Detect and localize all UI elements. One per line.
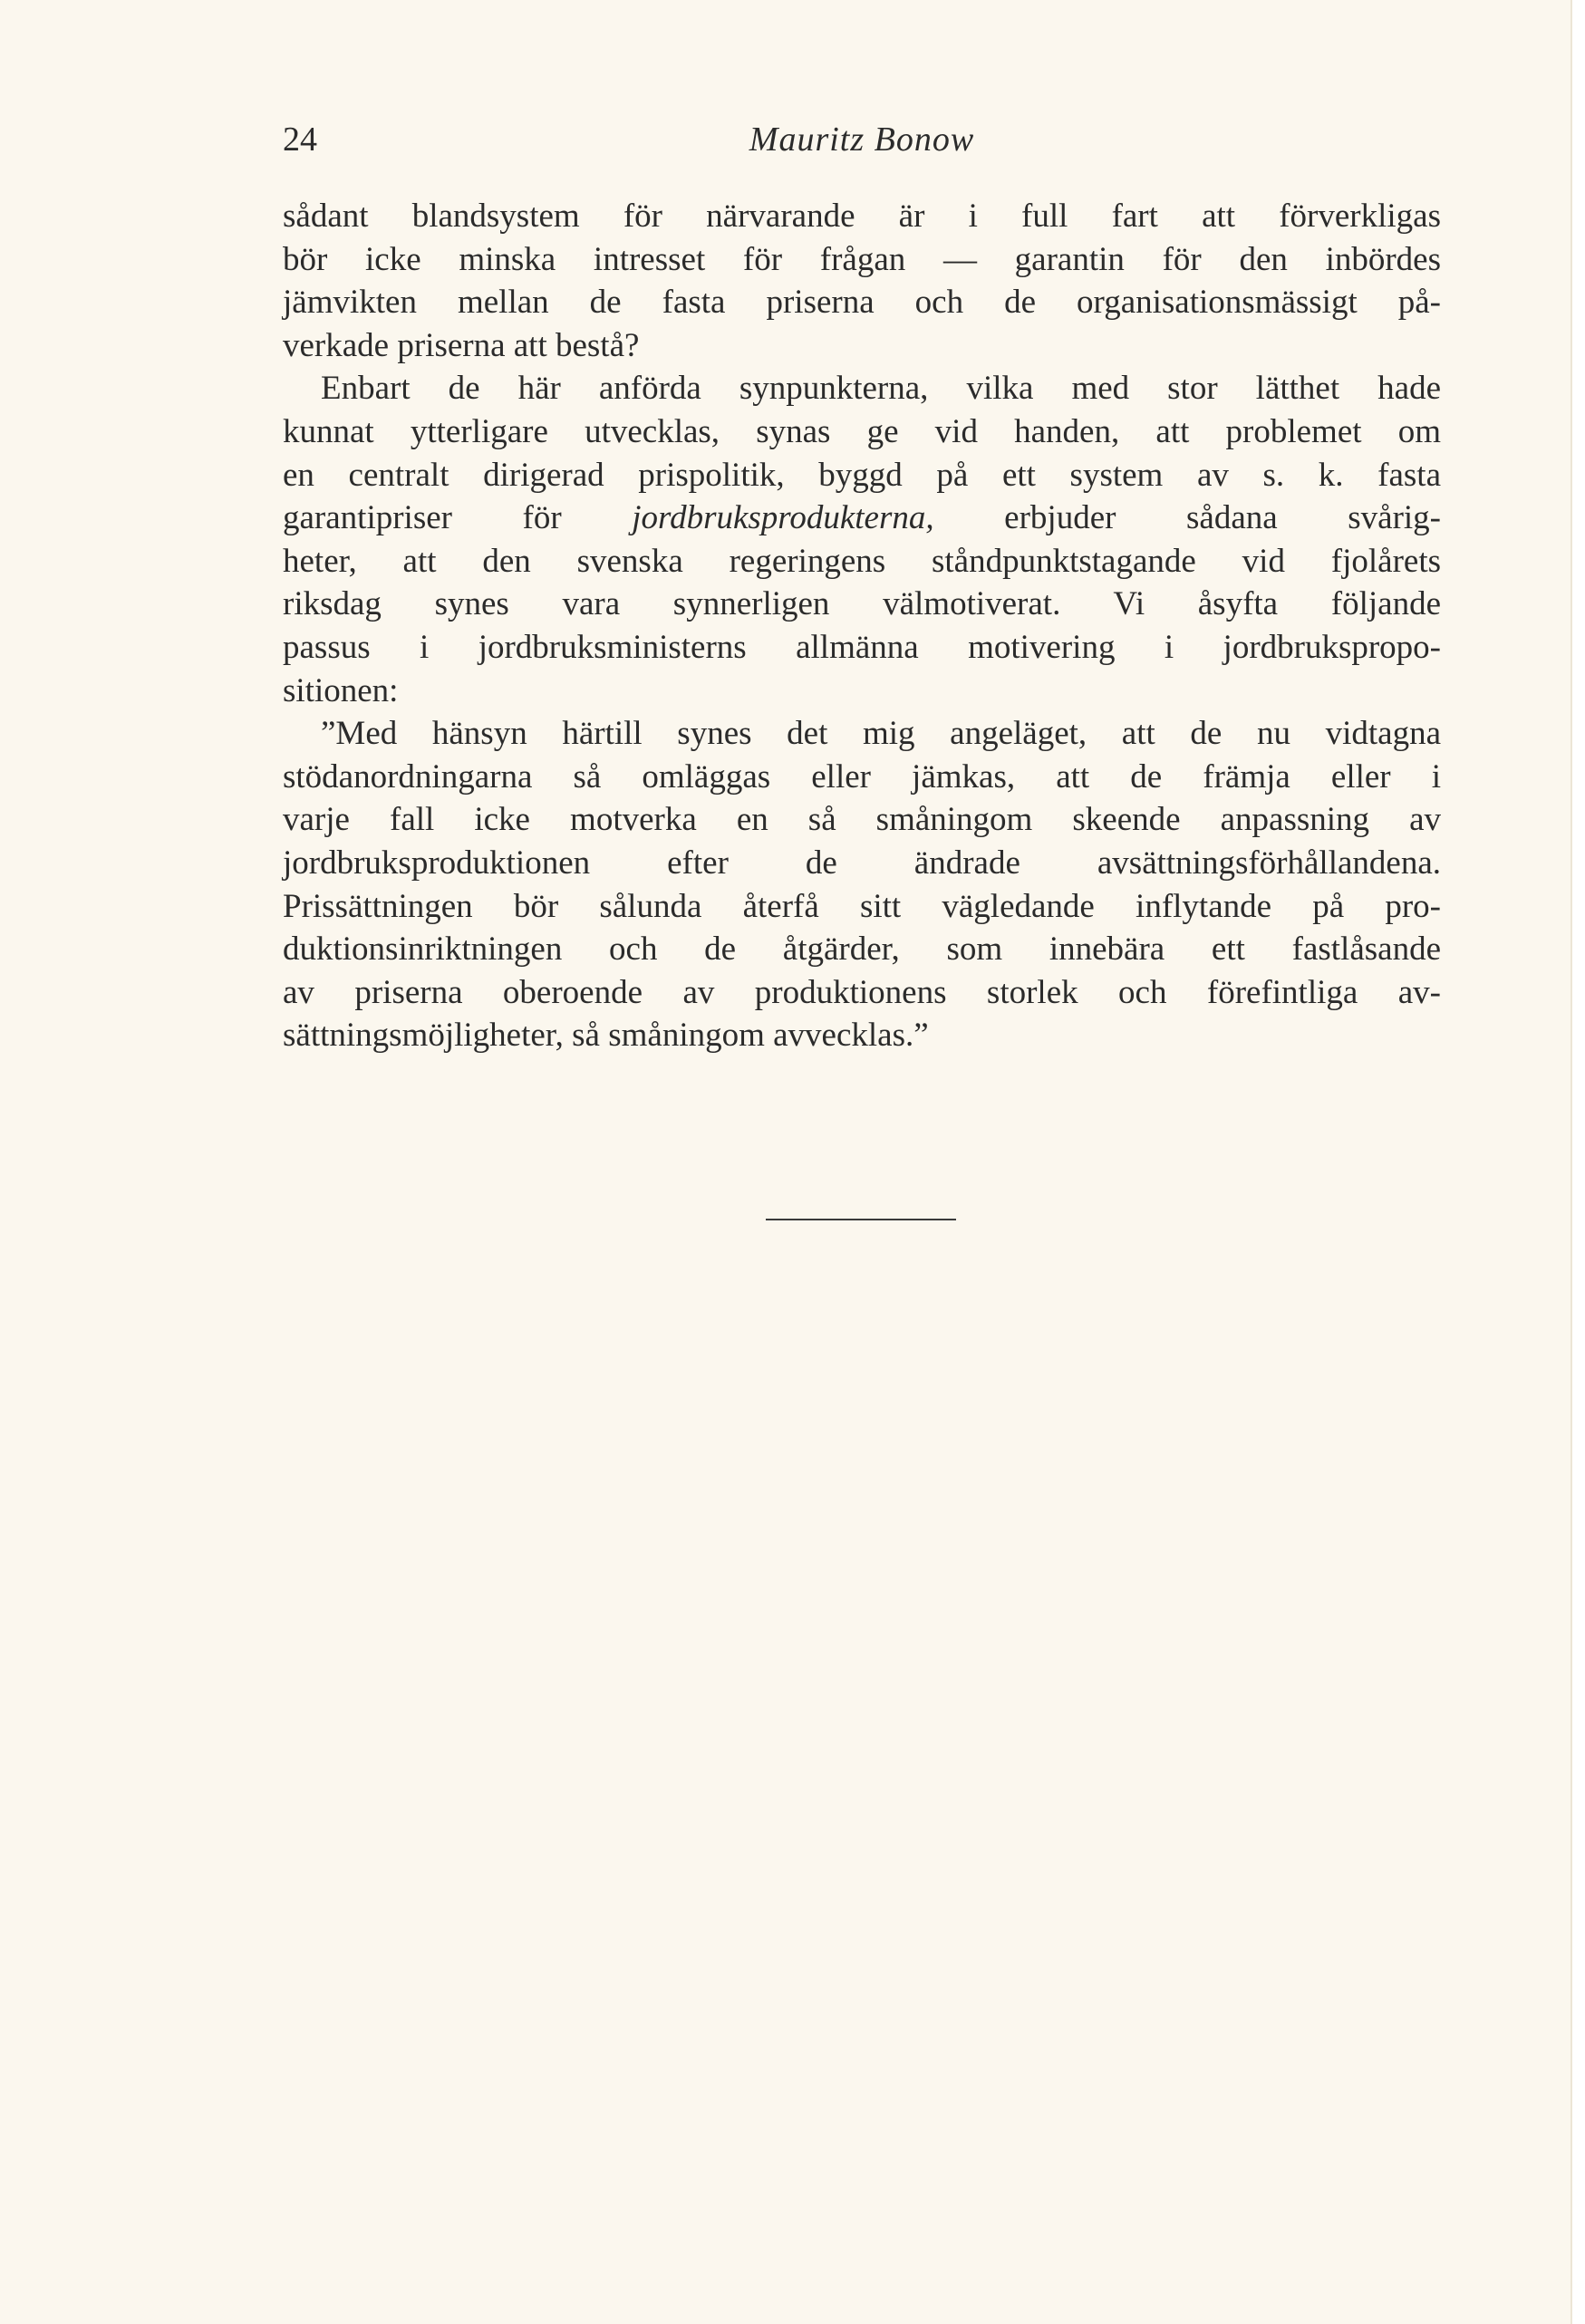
text-line: sådant blandsystem för närvarande är i full fart att förverkligas	[283, 198, 1441, 235]
paragraph-3-quotation	[283, 712, 1441, 1057]
text-segment: garantipriser för	[283, 499, 633, 537]
text-line: passus i jordbruksministerns allmänna motivering i jordbrukspropo-	[283, 628, 1441, 666]
text-line: sättningsmöjligheter, så småningom avvecklas.”	[283, 1017, 929, 1055]
paragraph-1	[283, 195, 1441, 367]
text-line: heter, att den svenska regeringens ståndpunktstagande vid fjolårets	[283, 542, 1441, 580]
text-line: Enbart de här anförda synpunkterna, vilka med stor lätthet hade	[321, 370, 1441, 408]
text-line: ”Med hänsyn härtill synes det mig angeläget, att de nu vidtagna	[321, 715, 1441, 753]
text-line: kunnat ytterligare utvecklas, synas ge vid handen, att problemet om	[283, 412, 1441, 450]
text-line-with-emphasis	[283, 497, 1441, 540]
text-line: riksdag synes vara synnerligen välmotiverat. Vi åsyfta följande	[283, 585, 1441, 623]
text-line: verkade priserna att bestå?	[283, 326, 640, 364]
text-line: duktionsinriktningen och de åtgärder, som innebära ett fastlåsande	[283, 931, 1441, 969]
text-line: varje fall icke motverka en så småningom skeende anpassning av	[283, 801, 1441, 839]
text-line: Prissättningen bör sålunda återfå sitt vägledande inflytande på pro-	[283, 887, 1441, 925]
paragraph-2	[283, 367, 1441, 712]
text-line: bör icke minska intresset för frågan — garantin för den inbördes	[283, 240, 1441, 278]
page-header	[283, 120, 1441, 165]
text-line: jordbruksproduktionen efter de ändrade avsättningsförhållandena.	[283, 844, 1441, 882]
running-head: Mauritz Bonow	[749, 121, 975, 159]
body-text	[283, 195, 1441, 1057]
text-line: stödanordningarna så omläggas eller jämkas, att de främja eller i	[283, 757, 1441, 796]
text-line: av priserna oberoende av produktionens storlek och förefintliga av-	[283, 973, 1441, 1011]
emphasized-term: jordbruksprodukterna,	[632, 499, 934, 537]
text-line: en centralt dirigerad prispolitik, byggd på ett system av s. k. fasta	[283, 456, 1441, 494]
section-end-rule	[766, 1219, 956, 1220]
text-segment: erbjuder sådana svårig-	[933, 499, 1441, 537]
page-number: 24	[283, 121, 317, 159]
text-line: jämvikten mellan de fasta priserna och de organisationsmässigt på-	[283, 284, 1441, 322]
text-line: sitionen:	[283, 671, 399, 709]
